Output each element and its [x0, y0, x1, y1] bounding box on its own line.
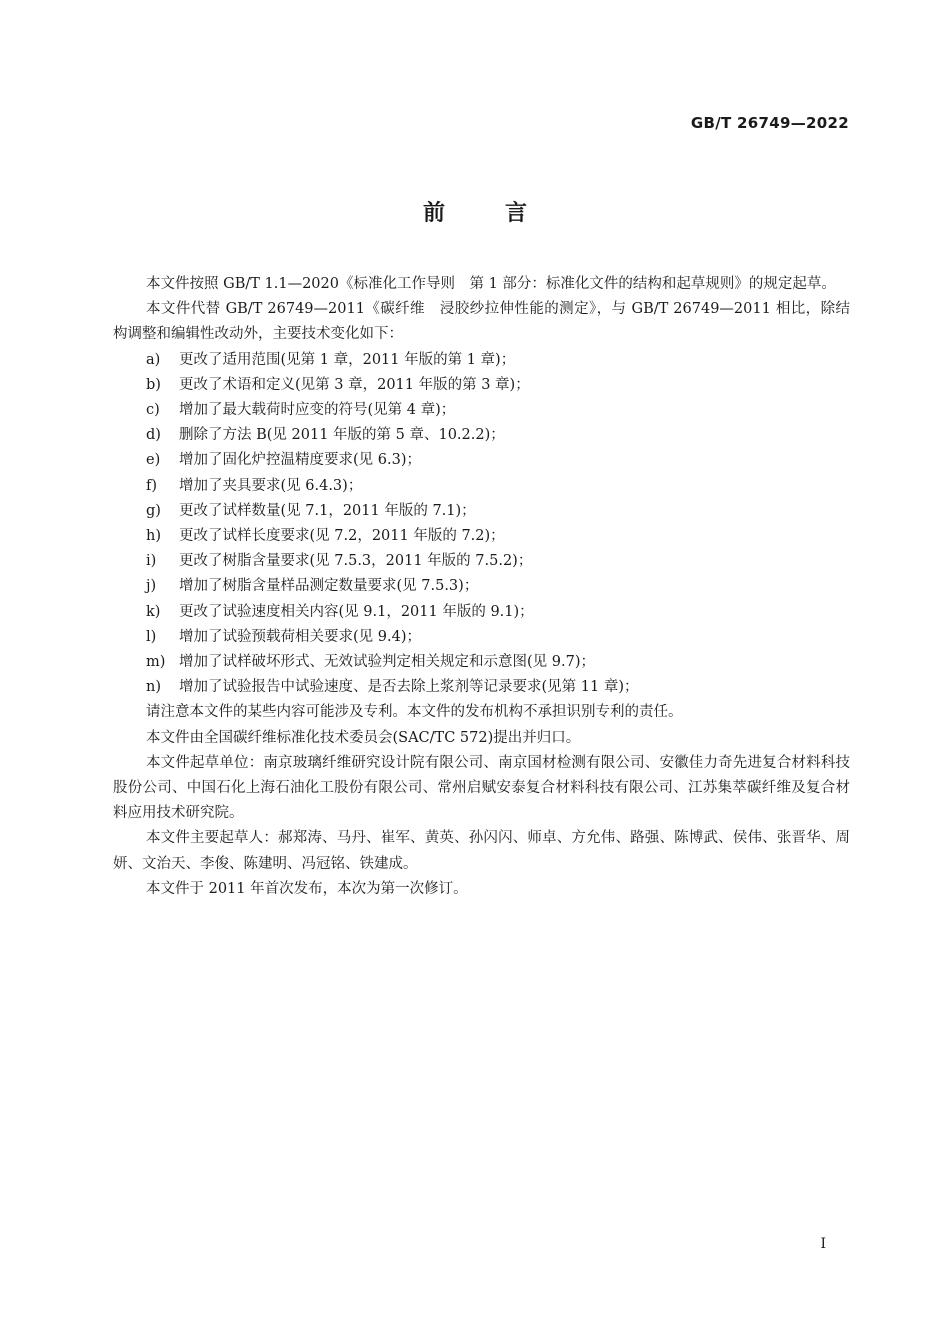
standard-code: GB/T 26749—2022 — [690, 114, 849, 132]
list-item — [113, 448, 850, 473]
list-item-text: 更改了树脂含量要求(见 7.5.3，2011 年版的 7.5.2)； — [179, 553, 533, 570]
list-item-label: n) — [146, 679, 161, 696]
list-item-text: 增加了夹具要求(见 6.4.3)； — [179, 477, 363, 494]
list-item-text: 更改了术语和定义(见第 3 章，2011 年版的第 3 章)； — [179, 376, 530, 393]
list-item-label: k) — [146, 603, 161, 620]
list-item — [113, 423, 850, 448]
list-item-text: 增加了树脂含量样品测定数量要求(见 7.5.3)； — [179, 578, 479, 595]
list-item-label: g) — [146, 502, 161, 519]
list-item-text: 更改了适用范围(见第 1 章，2011 年版的第 1 章)； — [179, 351, 516, 368]
list-item-text: 更改了试样长度要求(见 7.2，2011 年版的 7.2)； — [179, 528, 505, 545]
list-item — [113, 348, 850, 373]
list-item — [113, 650, 850, 675]
paragraph-drafters: 本文件主要起草人：郝郑涛、马丹、崔军、黄英、孙闪闪、师卓、方允伟、路强、陈博武、侯伟、张晋华、周妍、文治天、李俊、陈建明、冯冠铭、铁建成。 — [113, 830, 850, 872]
list-item — [113, 398, 850, 423]
list-item — [113, 574, 850, 599]
foreword-content — [113, 272, 850, 902]
list-item — [113, 474, 850, 499]
list-item-label: m) — [146, 654, 166, 671]
list-item — [113, 600, 850, 625]
paragraph-patent-notice: 请注意本文件的某些内容可能涉及专利。本文件的发布机构不承担识别专利的责任。 — [146, 704, 683, 721]
list-item-label: a) — [146, 351, 161, 368]
list-item-text: 增加了试样破坏形式、无效试验判定相关规定和示意图(见 9.7)； — [179, 654, 595, 671]
list-item-label: e) — [146, 452, 161, 469]
list-item-label: b) — [146, 376, 161, 393]
list-item — [113, 373, 850, 398]
list-item-label: c) — [146, 402, 160, 419]
paragraph-history: 本文件于 2011 年首次发布，本次为第一次修订。 — [146, 880, 468, 897]
list-item-text: 更改了试样数量(见 7.1，2011 年版的 7.1)； — [179, 502, 476, 519]
list-item-label: i) — [146, 553, 157, 570]
paragraph-drafting-rules: 本文件按照 GB/T 1.1—2020《标准化工作导则 第 1 部分：标准化文件的结构和起草规则》的规定起草。 — [146, 276, 836, 292]
list-item-text: 增加了固化炉控温精度要求(见 6.3)； — [179, 452, 421, 469]
list-item-label: d) — [146, 427, 161, 444]
list-item-label: l) — [146, 628, 157, 645]
page-number: I — [820, 1236, 826, 1252]
paragraph-drafting-units: 本文件起草单位：南京玻璃纤维研究设计院有限公司、南京国材检测有限公司、安徽佳力奇先进复合材料科技股份公司、中国石化上海石油化工股份有限公司、常州启赋安泰复合材料科技有限公司、江苏集萃碳纤维及复合材料应用技术研究院。 — [113, 754, 850, 822]
list-item-label: h) — [146, 528, 161, 545]
list-item — [113, 675, 850, 700]
list-item-text: 更改了试验速度相关内容(见 9.1，2011 年版的 9.1)； — [179, 603, 534, 620]
list-item — [113, 499, 850, 524]
list-item — [113, 524, 850, 549]
list-item-text: 增加了试验预载荷相关要求(见 9.4)； — [179, 628, 421, 645]
list-item-label: j) — [146, 578, 157, 595]
list-item — [113, 549, 850, 574]
list-item-label: f) — [146, 477, 158, 494]
paragraph-replacement: 本文件代替 GB/T 26749—2011《碳纤维 浸胶纱拉伸性能的测定》，与 GB/T 26749—2011 相比，除结构调整和编辑性改动外，主要技术变化如下： — [113, 301, 850, 343]
list-item-text: 删除了方法 B(见 2011 年版的第 5 章、10.2.2)； — [179, 427, 505, 444]
list-item-text: 增加了最大载荷时应变的符号(见第 4 章)； — [179, 402, 456, 419]
changes-list — [113, 348, 850, 701]
list-item — [113, 625, 850, 650]
paragraph-proposer: 本文件由全国碳纤维标准化技术委员会(SAC/TC 572)提出并归口。 — [146, 729, 581, 746]
page-title: 前言 — [422, 201, 587, 226]
list-item-text: 增加了试验报告中试验速度、是否去除上浆剂等记录要求(见第 11 章)； — [179, 679, 639, 696]
